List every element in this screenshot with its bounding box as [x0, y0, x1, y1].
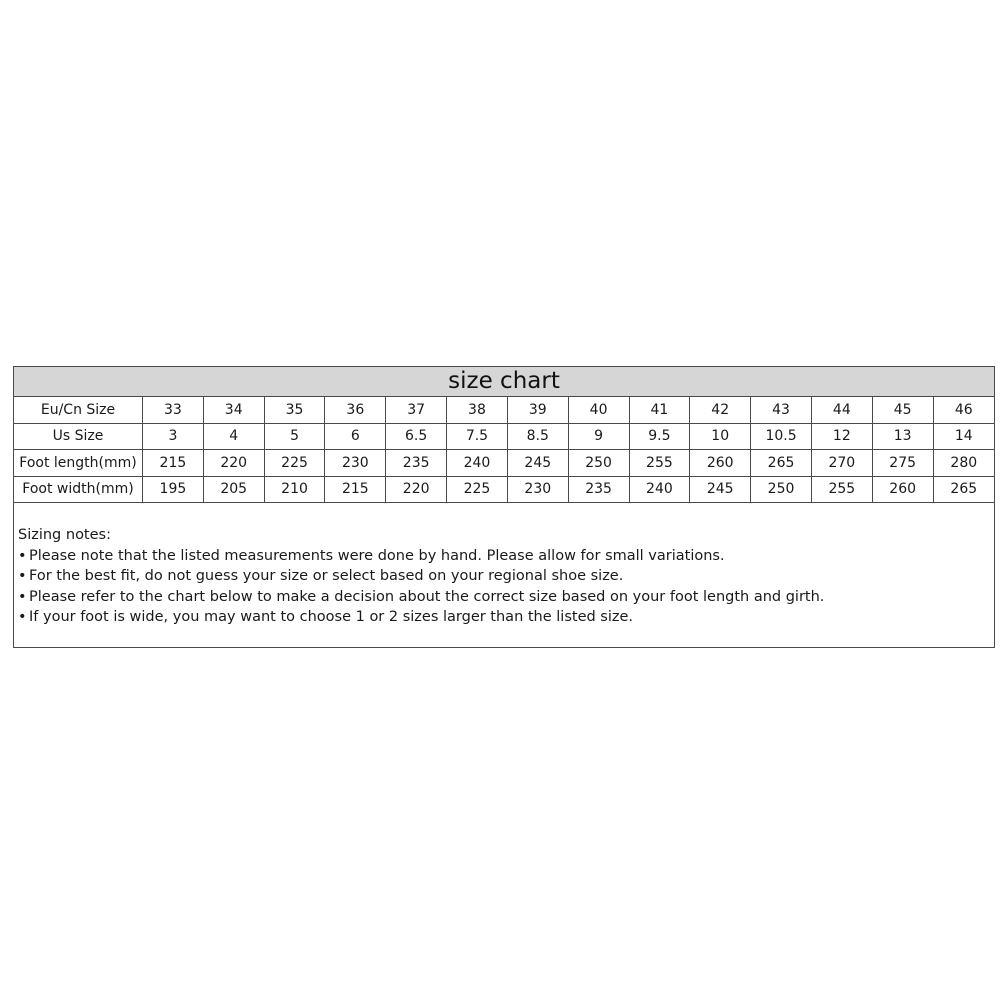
note-item	[18, 546, 990, 567]
table-cell: 39	[507, 397, 568, 423]
table-cell: 230	[507, 476, 568, 503]
row-foot-length	[14, 450, 994, 477]
notes-list	[18, 546, 990, 628]
note-item	[18, 566, 990, 587]
table-cell: 225	[264, 450, 325, 477]
table-cell: 6.5	[386, 423, 447, 450]
row-label: Eu/Cn Size	[14, 397, 143, 423]
note-text: For the best fit, do not guess your size or select based on your regional shoe size.	[29, 568, 624, 584]
table-cell: 36	[325, 397, 386, 423]
row-label: Us Size	[14, 423, 143, 450]
bullet-icon: •	[18, 609, 27, 625]
row-eu-cn-size	[14, 397, 994, 423]
note-item	[18, 607, 990, 628]
row-label: Foot length(mm)	[14, 450, 143, 477]
sizing-notes	[14, 503, 994, 647]
table-cell: 245	[690, 476, 751, 503]
table-cell: 245	[507, 450, 568, 477]
table-cell: 37	[386, 397, 447, 423]
table-cell: 205	[203, 476, 264, 503]
table-cell: 265	[751, 450, 812, 477]
table-cell: 260	[872, 476, 933, 503]
notes-heading: Sizing notes:	[18, 527, 111, 543]
table-cell: 240	[447, 450, 508, 477]
table-cell: 46	[933, 397, 994, 423]
table-cell: 9	[568, 423, 629, 450]
table-cell: 280	[933, 450, 994, 477]
table-cell: 240	[629, 476, 690, 503]
table-cell: 250	[751, 476, 812, 503]
table-cell: 10	[690, 423, 751, 450]
table-cell: 10.5	[751, 423, 812, 450]
bullet-icon: •	[18, 547, 27, 564]
bullet-icon: •	[18, 568, 27, 584]
table-cell: 13	[872, 423, 933, 450]
table-cell: 38	[447, 397, 508, 423]
table-cell: 40	[568, 397, 629, 423]
table-cell: 230	[325, 450, 386, 477]
row-us-size	[14, 423, 994, 450]
size-table-body	[14, 397, 994, 503]
row-foot-width	[14, 476, 994, 503]
table-cell: 34	[203, 397, 264, 423]
table-cell: 7.5	[447, 423, 508, 450]
note-text: Please refer to the chart below to make a decision about the correct size based on your foot length and girth.	[29, 588, 825, 605]
table-cell: 45	[872, 397, 933, 423]
note-text: Please note that the listed measurements were done by hand. Please allow for small variations.	[29, 547, 725, 564]
chart-title: size chart	[14, 367, 994, 397]
table-cell: 14	[933, 423, 994, 450]
table-cell: 8.5	[507, 423, 568, 450]
row-label: Foot width(mm)	[14, 476, 143, 503]
note-text: If your foot is wide, you may want to choose 1 or 2 sizes larger than the listed size.	[29, 609, 634, 625]
table-cell: 3	[143, 423, 204, 450]
table-cell: 265	[933, 476, 994, 503]
bullet-icon: •	[18, 588, 27, 605]
size-chart	[13, 366, 995, 648]
table-cell: 42	[690, 397, 751, 423]
table-cell: 225	[447, 476, 508, 503]
table-cell: 270	[811, 450, 872, 477]
table-cell: 43	[751, 397, 812, 423]
table-cell: 35	[264, 397, 325, 423]
table-cell: 235	[386, 450, 447, 477]
note-item	[18, 587, 990, 608]
table-cell: 44	[811, 397, 872, 423]
table-cell: 4	[203, 423, 264, 450]
table-cell: 220	[386, 476, 447, 503]
table-cell: 210	[264, 476, 325, 503]
table-cell: 12	[811, 423, 872, 450]
table-cell: 195	[143, 476, 204, 503]
table-cell: 235	[568, 476, 629, 503]
table-cell: 275	[872, 450, 933, 477]
table-cell: 215	[325, 476, 386, 503]
table-cell: 9.5	[629, 423, 690, 450]
table-cell: 260	[690, 450, 751, 477]
table-cell: 250	[568, 450, 629, 477]
table-cell: 255	[811, 476, 872, 503]
table-cell: 255	[629, 450, 690, 477]
table-cell: 5	[264, 423, 325, 450]
table-cell: 33	[143, 397, 204, 423]
size-table	[14, 397, 994, 503]
table-cell: 220	[203, 450, 264, 477]
table-cell: 215	[143, 450, 204, 477]
table-cell: 41	[629, 397, 690, 423]
table-cell: 6	[325, 423, 386, 450]
